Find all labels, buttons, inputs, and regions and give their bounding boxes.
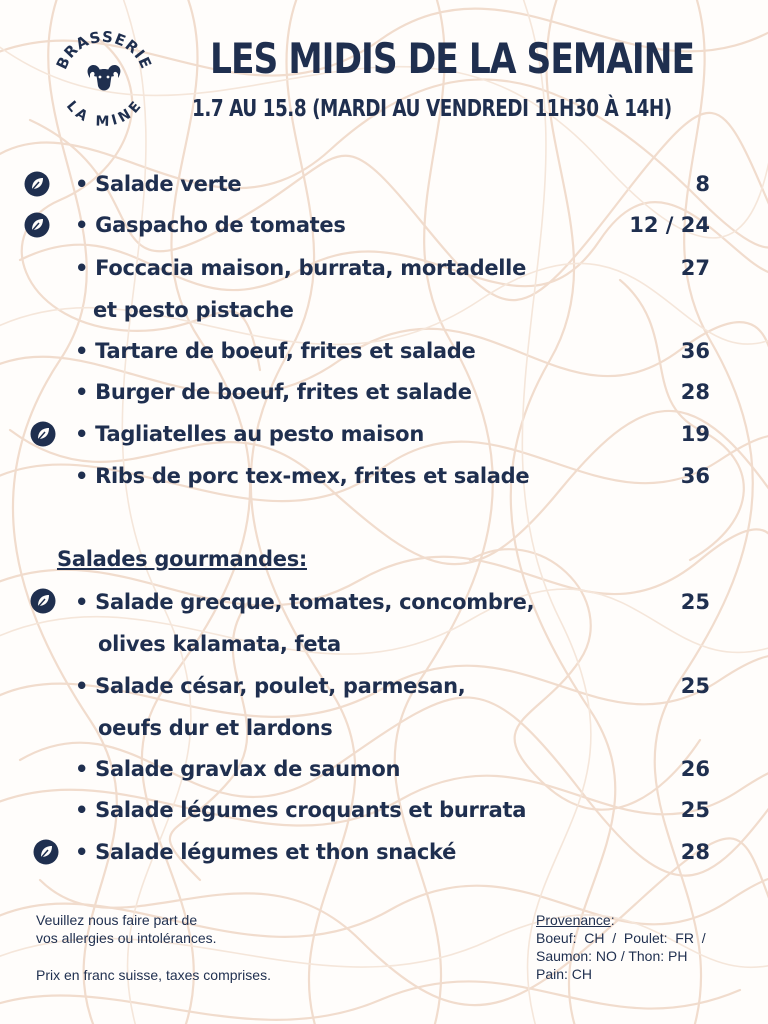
prices-note: Prix en franc suisse, taxes comprises. — [36, 967, 271, 983]
menu-item-name: • Tartare de boeuf, frites et salade — [75, 339, 476, 363]
provenance-heading — [536, 911, 706, 929]
provenance-title: Provenance — [536, 912, 611, 928]
leaf-icon — [30, 421, 56, 447]
menu-item-price: 28 — [680, 380, 710, 404]
menu-item-price: 19 — [680, 422, 710, 446]
provenance-line: Saumon: NO / Thon: PH — [536, 948, 688, 964]
menu-item-price: 36 — [680, 339, 710, 363]
page-subtitle: 1.7 AU 15.8 (MARDI AU VENDREDI 11H30 À 14H) — [192, 96, 672, 122]
menu-item-name: • Salade grecque, tomates, concombre, — [75, 590, 535, 614]
menu-item-name: • Ribs de porc tex-mex, frites et salade — [75, 464, 530, 488]
allergies-line: vos allergies ou intolérances. — [36, 930, 217, 946]
provenance-block — [536, 911, 706, 983]
menu-item-name-continued: et pesto pistache — [93, 298, 294, 322]
logo-text-bottom: LA MINE — [62, 98, 145, 130]
leaf-icon — [24, 171, 50, 197]
section-title-salades: Salades gourmandes: — [57, 547, 307, 571]
provenance-line: Boeuf: CH / Poulet: FR / — [536, 930, 706, 946]
menu-item-name-continued: oeufs dur et lardons — [98, 716, 333, 740]
svg-text:BRASSERIE — [53, 28, 156, 72]
menu-item-name: • Salade verte — [75, 172, 242, 196]
menu-item-name-continued: olives kalamata, feta — [98, 632, 341, 656]
menu-item-name: • Gaspacho de tomates — [75, 213, 346, 237]
menu-item-price: 8 — [695, 172, 710, 196]
menu-item-price: 36 — [680, 464, 710, 488]
provenance-line: Pain: CH — [536, 966, 593, 982]
leaf-icon — [33, 839, 59, 865]
menu-item-price: 26 — [680, 757, 710, 781]
menu-item-name: • Salade légumes et thon snacké — [75, 840, 457, 864]
page-title: LES MIDIS DE LA SEMAINE — [210, 34, 695, 83]
allergies-line: Veuillez nous faire part de — [36, 912, 198, 928]
menu-item-price: 27 — [680, 256, 710, 280]
menu-item-price: 12 / 24 — [629, 213, 710, 237]
leaf-icon — [30, 588, 56, 614]
leaf-icon — [24, 212, 50, 238]
menu-item-name: • Foccacia maison, burrata, mortadelle — [75, 256, 527, 280]
ram-head-icon — [88, 65, 121, 91]
menu-item-price: 25 — [680, 590, 710, 614]
provenance-colon: : — [610, 912, 615, 928]
menu-item-name: • Tagliatelles au pesto maison — [75, 422, 424, 446]
menu-item-name: • Burger de boeuf, frites et salade — [75, 380, 472, 404]
allergies-note — [36, 911, 217, 947]
menu-item-price: 25 — [680, 674, 710, 698]
menu-item-name: • Salade légumes croquants et burrata — [75, 798, 527, 822]
menu-item-price: 28 — [680, 840, 710, 864]
menu-item-price: 25 — [680, 798, 710, 822]
menu-item-name: • Salade césar, poulet, parmesan, — [75, 674, 466, 698]
logo-text-top: BRASSERIE — [52, 27, 156, 73]
brasserie-la-mine-logo — [52, 26, 156, 130]
menu-item-name: • Salade gravlax de saumon — [75, 757, 401, 781]
svg-text:LA MINE — [63, 98, 145, 130]
